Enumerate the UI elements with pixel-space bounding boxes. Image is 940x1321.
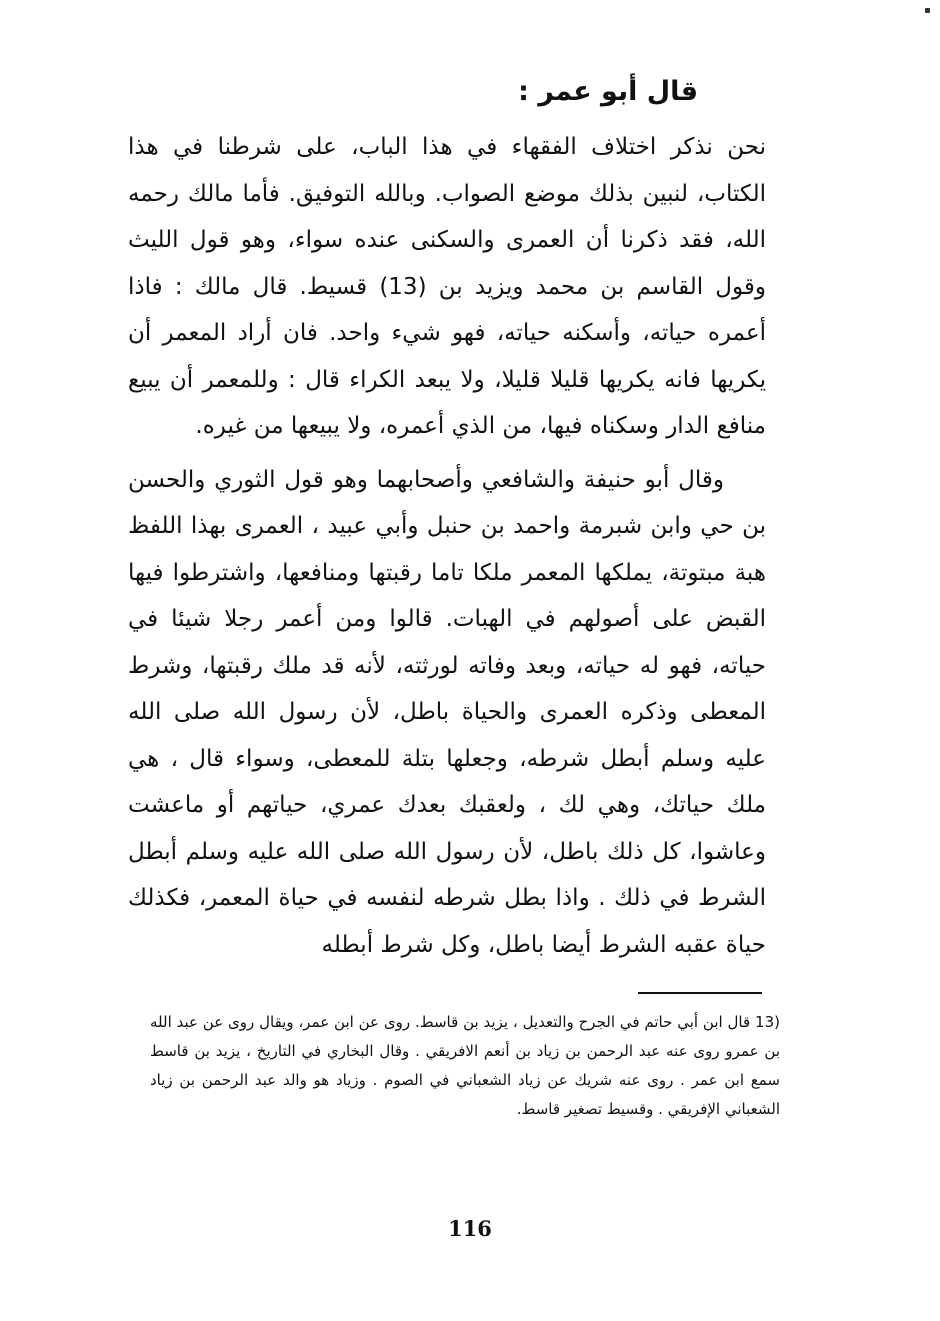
footnote bbox=[150, 1008, 780, 1124]
section-heading: قال أبو عمر : bbox=[518, 76, 698, 107]
page-number: 116 bbox=[448, 1216, 492, 1241]
footnote-separator bbox=[638, 992, 762, 994]
paragraph-1: نحن نذكر اختلاف الفقهاء في هذا الباب، على شرطنا في هذا الكتاب، لنبين بذلك موضع الصواب. وبالله التوفيق. فأما مالك رحمه الله، فقد ذكرنا أن العمرى والسكنى عنده سواء، وهو قول الليث وقول القاسم بن محمد ويزيد بن (13) قسيط. قال مالك : فاذا أعمره حياته، وأسكنه حياته، فهو شيء واحد. فان أراد المعمر أن يكريها فانه يكريها قليلا قليلا، ولا يبعد الكراء قال : وللمعمر أن يبيع منافع الدار وسكناه فيها، من الذي أعمره، ولا يبيعها من غيره. bbox=[128, 134, 766, 439]
footnote-marker: (13 bbox=[755, 1013, 780, 1031]
footnote-text: قال ابن أبي حاتم في الجرح والتعديل ، يزيد بن قاسط. روى عن ابن عمر، ويقال روى عن عبد الله بن عمرو روى عنه عبد الرحمن بن زياد بن أنعم الافريقي . وقال البخاري في التاريخ ، يزيد بن قاسط سمع ابن عمر . روى عنه شريك عن زياد الشعباني في الصوم . وزياد هو والد عبد الرحمن بن زياد الشعباني الإفريقي . وقسيط تصغير قاسط. bbox=[150, 1013, 780, 1118]
body-text bbox=[128, 124, 766, 968]
paragraph-2: وقال أبو حنيفة والشافعي وأصحابهما وهو قول الثوري والحسن بن حي وابن شبرمة واحمد بن حنبل وأبي عبيد ، العمرى بهذا اللفظ هبة مبتوتة، يملكها المعمر ملكا تاما رقبتها ومنافعها، واشترطوا فيها القبض على أصولهم في الهبات. قالوا ومن أعمر رجلا شيئا في حياته، فهو له حياته، وبعد وفاته لورثته، لأنه قد ملك رقبتها، وشرط المعطى وذكره العمرى والحياة باطل، لأن رسول الله صلى الله عليه وسلم أبطل شرطه، وجعلها بتلة للمعطى، وسواء قال ، هي ملك حياتك، وهي لك ، ولعقبك بعدك عمري، حياتهم أو ماعشت وعاشوا، كل ذلك باطل، لأن رسول الله صلى الله عليه وسلم أبطل الشرط في ذلك . واذا بطل شرطه لنفسه في حياة المعمر، فكذلك حياة عقبه الشرط أيضا باطل، وكل شرط أبطله bbox=[128, 466, 766, 958]
scan-speck bbox=[925, 8, 930, 13]
